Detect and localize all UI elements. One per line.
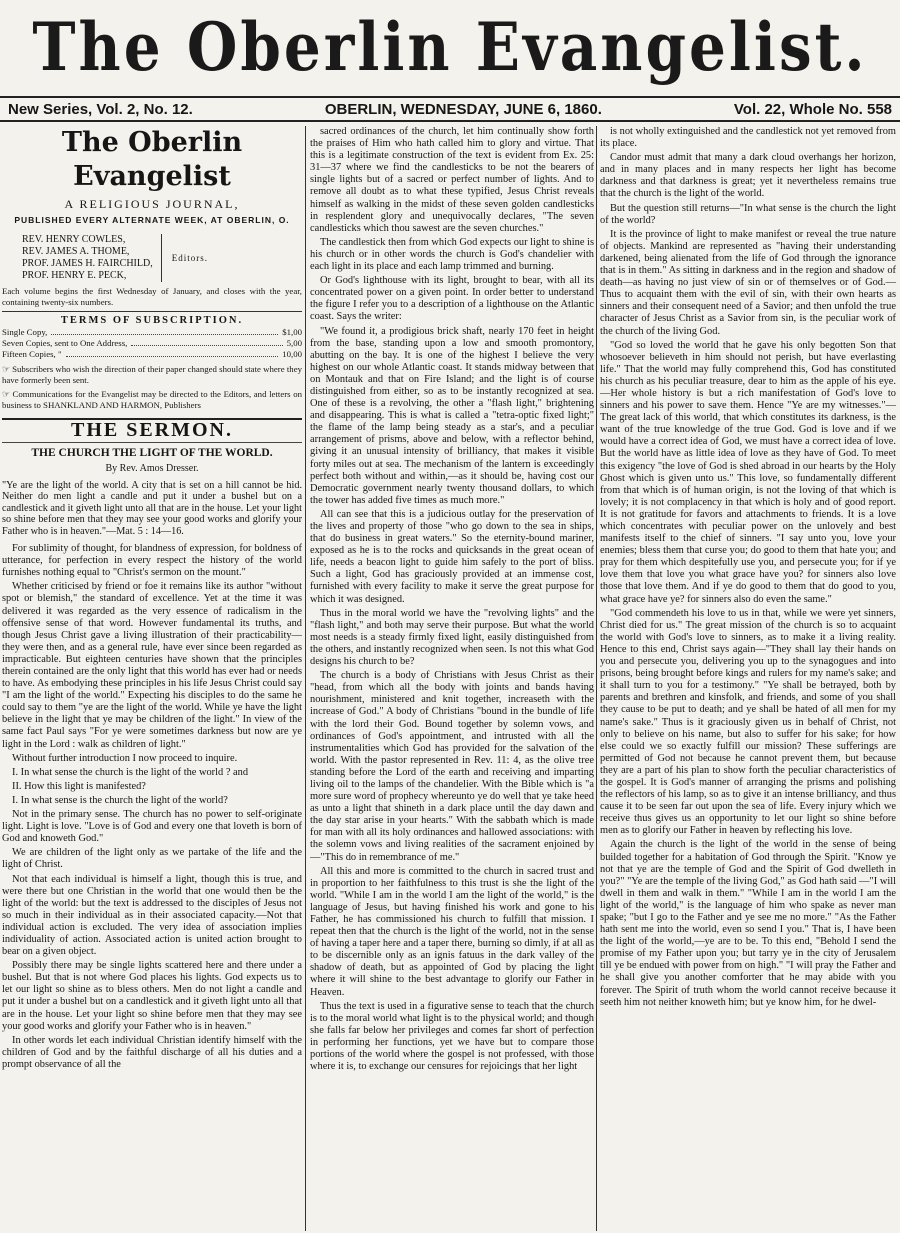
communications-note: ☞ Communications for the Evangelist may be directed to the Editors, and letters on business to SHANKLAND AND HARMON, Publishers <box>2 389 302 410</box>
editors-label: Editors. <box>171 253 208 264</box>
column-3 <box>600 126 896 1231</box>
editor-name: REV. JAMES A. THOME, <box>22 246 130 258</box>
journal-subtitle: A RELIGIOUS JOURNAL, <box>64 197 240 211</box>
rate-price: 10,00 <box>282 349 302 360</box>
editor-name: PROF. JAMES H. FAIRCHILD, <box>22 258 153 270</box>
editor-name: REV. HENRY COWLES, <box>22 234 126 246</box>
rate-label: Single Copy, <box>2 327 48 338</box>
subscriber-note: ☞ Subscribers who wish the direction of their paper changed should state where they have formerly been sent. <box>2 364 302 385</box>
paragraph: Thus in the moral world we have the "revolving lights" and the "flash light," and both may serve their purpose. But what the world most needs is a steady firmly fixed light, easily distinguished from the others, and instantly recognized when seen. Is not this what God designs his church to be? <box>310 607 594 668</box>
byline: By Rev. Amos Dresser. <box>105 463 199 475</box>
section-heading: THE SERMON. <box>2 418 302 436</box>
series-number: New Series, Vol. 2, No. 12. <box>8 100 193 118</box>
paragraph: In other words let each individual Christian identify himself with the children of God and by the faithful discharge of all his duties and a prompt observance of all the <box>2 1034 302 1070</box>
paragraph: It is the province of light to make manifest or reveal the true nature of objects. Mankind are represented as "having their understanding darkened, being alienated from the life of God through the ignorance that is in them." As sitting in darkness and in the region and shadow of death—as having no just view of sin or of themselves or of God.—Thus to acquaint them with the evil of sin, with their own hearts as sinners and their consequent need of a Savior; and then unfold the true character of Jesus Christ as a Savior from sin, is the peculiar work of the church of the living God. <box>600 228 896 337</box>
paragraph: Candor must admit that many a dark cloud overhangs her horizon, and in many places and in many respects her light has become darkness and that darkness is great; yet it nevertheless remains true that the church is the light of the world. <box>600 152 896 200</box>
paragraph: "God so loved the world that he gave his only begotten Son that whosoever believeth in him should not perish, but have everlasting life." That the world may fully comprehend this, God has constituted his church as his peculiar treasure, dear to him as the apple of his eye.—Her whole history is but a rich manifestation of God's love to sinners and his power to save them. Hence "Ye are my witnesses."—The great lack of this world, that which constitutes its darkness, is the want of the true knowledge of the true God. God is love and if we would have a correct idea of God, we must have a correct idea of love. But the world have as little idea of love as they have of God. To meet this exigency "the love of God is shed abroad in our hearts by the Holy Ghost which is given unto us." This love, so fundamentally different from that which is of human origin, is not the loving of that which is lovely; it is not complacency in that which is holy and of good report. It is not gratitude for favors and attachments to friends. It is a love which concentrates with peculiar power on the unlovely and best manifests itself to the chief of sinners. "I say unto you, love your enemies; bless them that curse you; do good to them that hate you; and pray for them which despitefully use you, and persecute you; for if ye love them that love you what grace have you? for sinners also love those that love them. And if ye do good to them that do good to you, what grace have ye? for sinners also do even the same." <box>600 339 896 605</box>
scripture-verse: "Ye are the light of the world. A city that is set on a hill cannot be hid. Neither do men light a candle and put it under a bushel but on a candlestick and it giveth light unto all that are in the house. Let your light so shine before men that they may see your good works and glorify your Father who is in heaven."—Mat. 5 : 14—16. <box>2 479 302 537</box>
volume-note: Each volume begins the first Wednesday of January, and closes with the year, containing twenty-six numbers. <box>2 286 302 307</box>
paragraph: sacred ordinances of the church, let him continually show forth the praises of Him who hath called him to glory and virtue. That this is a legitimate construction of the text is evident from Ex. 25: 31—37 where we find the candlesticks to be not the bearers of single lights but of a sacred or perfect number of lights. And to remove all doubt as to what these typified, Jesus Christ reveals himself as walking in the midst of these seven golden candlesticks in resplendent glory and unequivocally declares, "The seven candlesticks which thou sawest are the seven churches." <box>310 126 594 234</box>
nameplate: The Oberlin Evangelist <box>61 127 243 192</box>
paragraph: Not that each individual is himself a light, though this is true, and were there but one Christian in the world that one would then be the light of the world: but the text is addressed to the disciples of Jesus not so much in their individual as in their associated capacity.—Not that individual action is excluded. The very idea of association implies individuality of action. Associated action is united action brought to bear on a given object. <box>2 873 302 958</box>
paragraph: All can see that this is a judicious outlay for the preservation of the lives and property of those "who go down to the sea in ships, that do business in great waters." So the eternity-bound mariner, exposed as he is to the rocks and quicksands in the great ocean of life, needs a beacon light to guide him safely to the port of bliss. Such a light, God has graciously provided at an immense cost, furnished with every facility to make it serve the great purpose for which it was designed. <box>310 508 594 605</box>
paragraph: II. How this light is manifested? <box>12 780 146 792</box>
column-1-body <box>2 543 302 1071</box>
page-columns <box>2 126 898 1231</box>
column-rule <box>596 126 597 1231</box>
editor-name: PROF. HENRY E. PECK, <box>22 270 127 282</box>
paragraph: The church is a body of Christians with Jesus Christ as their "head, from which all the body with joints and bands having nourishment, ministered and knit together, increaseth with the increase of God." A body of Christians "bound in the bundle of life with the lord their God. Bound together by solemn vows, and ordinances of God's appointment, and intrusted with all the instrumentalities which God has provided for the salvation of the world. With the pastor represented in Rev. 11: 4, as the olive tree standing before the Lord of the earth and receiving and imparting living oil to the lamps of the chandelier. With the Bible which is "a more sure word of prophecy whereunto ye do well that ye take heed as unto a light that shineth in a dark place until the day dawn and the day star arise in your hearts." With the sabbath which is made for man with all its holy ordinances and hallowed associations: with the solemn vows and living realities of the sacrament enjoined by—"This do in remembrance of me." <box>310 670 594 863</box>
column-2-body <box>310 126 594 1073</box>
column-3-body <box>600 126 896 1009</box>
paragraph: We are children of the light only as we partake of the life and the light of Christ. <box>2 847 302 871</box>
column-rule <box>305 126 306 1231</box>
sermon-headline: THE CHURCH THE LIGHT OF THE WORLD. <box>2 442 302 459</box>
rate-price: $1,00 <box>282 327 302 338</box>
paragraph: Again the church is the light of the world in the sense of being builded together for a habitation of God through the Spirit. "Know ye not that ye are the temple of God and the Spirit of God dwelleth in you?" "Ye are the temple of the living God," as God hath said —"I will dwell in them and walk in them." "While I am in the world I am the light of the world," is the language of him who spake as never man spake; "but I go to the Father and ye see me no more." "As the Father hath sent me into the world, even so send I you." That is, I have been the light of the world,—ye are to be. To this end, "Behold I send the promise of my Father upon you; but tarry ye in the city of Jerusalem till ye be endued with power from on high." "I will pray the Father and he shall give you another comforter that he may abide with you forever. The Spirit of truth whom the world cannot receive because it seeth him not neither knoweth him; but ye know him, for he dwel- <box>600 839 896 1008</box>
column-1 <box>2 126 302 1231</box>
rate-label: Seven Copies, sent to One Address, <box>2 338 128 349</box>
publication-note: PUBLISHED EVERY ALTERNATE WEEK, AT OBERLIN, O. <box>14 215 290 226</box>
paragraph: is not wholly extinguished and the candlestick not yet removed from its place. <box>600 126 896 150</box>
place-date: OBERLIN, WEDNESDAY, JUNE 6, 1860. <box>324 100 602 118</box>
paragraph: But the question still returns—"In what sense is the church the light of the world? <box>600 202 896 226</box>
paragraph: Not in the primary sense. The church has no power to self-originate light. Light is love. "Love is of God and every one that loveth is born of God and knoweth God." <box>2 809 302 845</box>
masthead-title: The Oberlin Evangelist. <box>32 7 868 87</box>
paragraph: Thus the text is used in a figurative sense to teach that the church is to the moral world what light is to the physical world; and though she falls far below her privileges and comes far short of perfection in performing her functions, yet we have but to compare those portions of the world where the gospel is not professed, with those where it is, to exchange our censures for rejoicings that her light <box>310 1000 594 1073</box>
editors-block <box>22 234 302 282</box>
dateline <box>0 96 900 122</box>
terms-title: TERMS OF SUBSCRIPTION. <box>2 311 302 327</box>
rate-row <box>2 327 302 338</box>
rate-row <box>2 349 302 360</box>
editor-names <box>22 234 162 282</box>
paragraph: All this and more is committed to the church in sacred trust and in proportion to her faithfulness to this trust is she the light of the world. "While I am in the world I am the light of the world," is the language of Jesus, but having finished his work and gone to his Father, he has commissioned his church to fulfill that mission. I repeat then that the church is the light of the world, not in the sense of having a taper here and a taper there, burning so dimly, if at all as to be discernible only as an ignis fatuus in the dark valley of the shadow of death, but as appointed of God by placing the light where it will shine to the best advantage to glorify our Father in Heaven. <box>310 865 594 998</box>
paragraph: Possibly there may be single lights scattered here and there under a bushel. But that is not where God places his lights. God expects us to let our light so shine as to bless others. Men do not light a candle and put it under a bushel but on a candlestick and it giveth light unto all that are in the house. Let your light so shine before men that they may see your good works and glorify your Father who is in heaven." <box>2 960 302 1032</box>
paragraph: Without further introduction I now proceed to inquire. <box>12 752 238 764</box>
rate-label: Fifteen Copies, " <box>2 349 62 360</box>
paragraph: The candlestick then from which God expects our light to shine is his church or in other words the church is God's chandelier with each light in its place and each lamp trimmed and burning. <box>310 236 594 273</box>
paragraph: I. In what sense the church is the light of the world ? and <box>12 766 249 778</box>
paragraph: I. In what sense is the church the light of the world? <box>12 794 228 806</box>
rate-price: 5,00 <box>286 338 302 349</box>
rate-row <box>2 338 302 349</box>
volume-number: Vol. 22, Whole No. 558 <box>733 100 892 118</box>
paragraph: Whether criticised by friend or foe it remains like its author "without spot or blemish," the standard of excellence. Yet at the time it was delivered it was regarded as the very essence of radicalism in the offensive sense of that word. However fundamental its truths, and though Jesus Christ gave a living illustration of their practicability—they were then, and as a general rule, have ever since been regarded as impracticable. But eighteen centuries have shown that the principles therein contained are the only light that this world has ever had or needs to have. As embodying these principles in his life Jesus Christ could say "I am the light of the world." Expecting his disciples to do the same he could say to them "ye are the light of the world. While ye have the light believe in the light that ye may be children of the light." In view of the same fact Paul says "For ye were sometimes darkness but now are ye light in the Lord : walk as children of light." <box>2 581 302 750</box>
paragraph: "We found it, a prodigious brick shaft, nearly 170 feet in height from the base, standing upon a low and smooth promontory, abutting on the bay. It is one of the highest I believe the very highest on our whole Atlantic coast. It stands midway between that on Montauk and that on Fire Island; and the light is of course distinguished from either, so as to be instantly recognized at sea. One of these is a revolving, the other a "flash light," brightening and disappearing. This is what is called a "tetra-optic fixed light;" the flame of the lamp being steady as a star's, and a peculiar arrangement of prisms, above and below, with a reflector behind, giving it an unusual intensity of brilliancy, that makes it visible forty miles out at sea. The mechanism of the lantern is exceedingly perfect both without and within,—as it should be, having cost our Democratic government nearly twenty thousand dollars, to which the tower has added five times as much more." <box>310 325 594 506</box>
paragraph: For sublimity of thought, for blandness of expression, for boldness of utterance, for perfection in every respect the history of the world furnishes nothing equal to "Christ's sermon on the mount." <box>2 543 302 579</box>
paragraph: "God commendeth his love to us in that, while we were yet sinners, Christ died for us." The great mission of the church is so to acquaint the world with God's love to sinners, as to make it a living reality. Hence to this end, Christ says again—"They shall lay their hands on you and persecute you, delivering you up to the synagogues and into prisons, being brought before kings and rulers for my name's sake; and it shall turn to you for a testimony." "Ye shall be betrayed, both by parents and brethren and kinsfolk, and friends, and some of you shall they cause to be put to death; and ye shall be hated of all men for my name's sake." Thus is it graciously given us in behalf of Christ, not only to believe on his name, but also to suffer for his sake; for how else could we so exactly fulfill our mission? These sufferings are permitted of God not because he cannot prevent them, but because they are a part of his plan to show forth the peculiar characteristics of the gospel. It is God's manner of arranging the prisms and polishing the reflectors of his lamp, so as to give it an intense brilliancy, and thus cause it to be seen far out upon the sea of life. Every injury which we receive thus gives us an opportunity to let our light so shine before men as to glorify our Father in heaven by reflecting his love. <box>600 607 896 837</box>
masthead <box>0 0 900 94</box>
column-2 <box>310 126 594 1231</box>
paragraph: Or God's lighthouse with its light, brought to bear, with all its concentrated power on a given point. In order better to understand the figure I refer you to a description of a lighthouse on the Atlantic coast. Says the writer: <box>310 275 594 323</box>
